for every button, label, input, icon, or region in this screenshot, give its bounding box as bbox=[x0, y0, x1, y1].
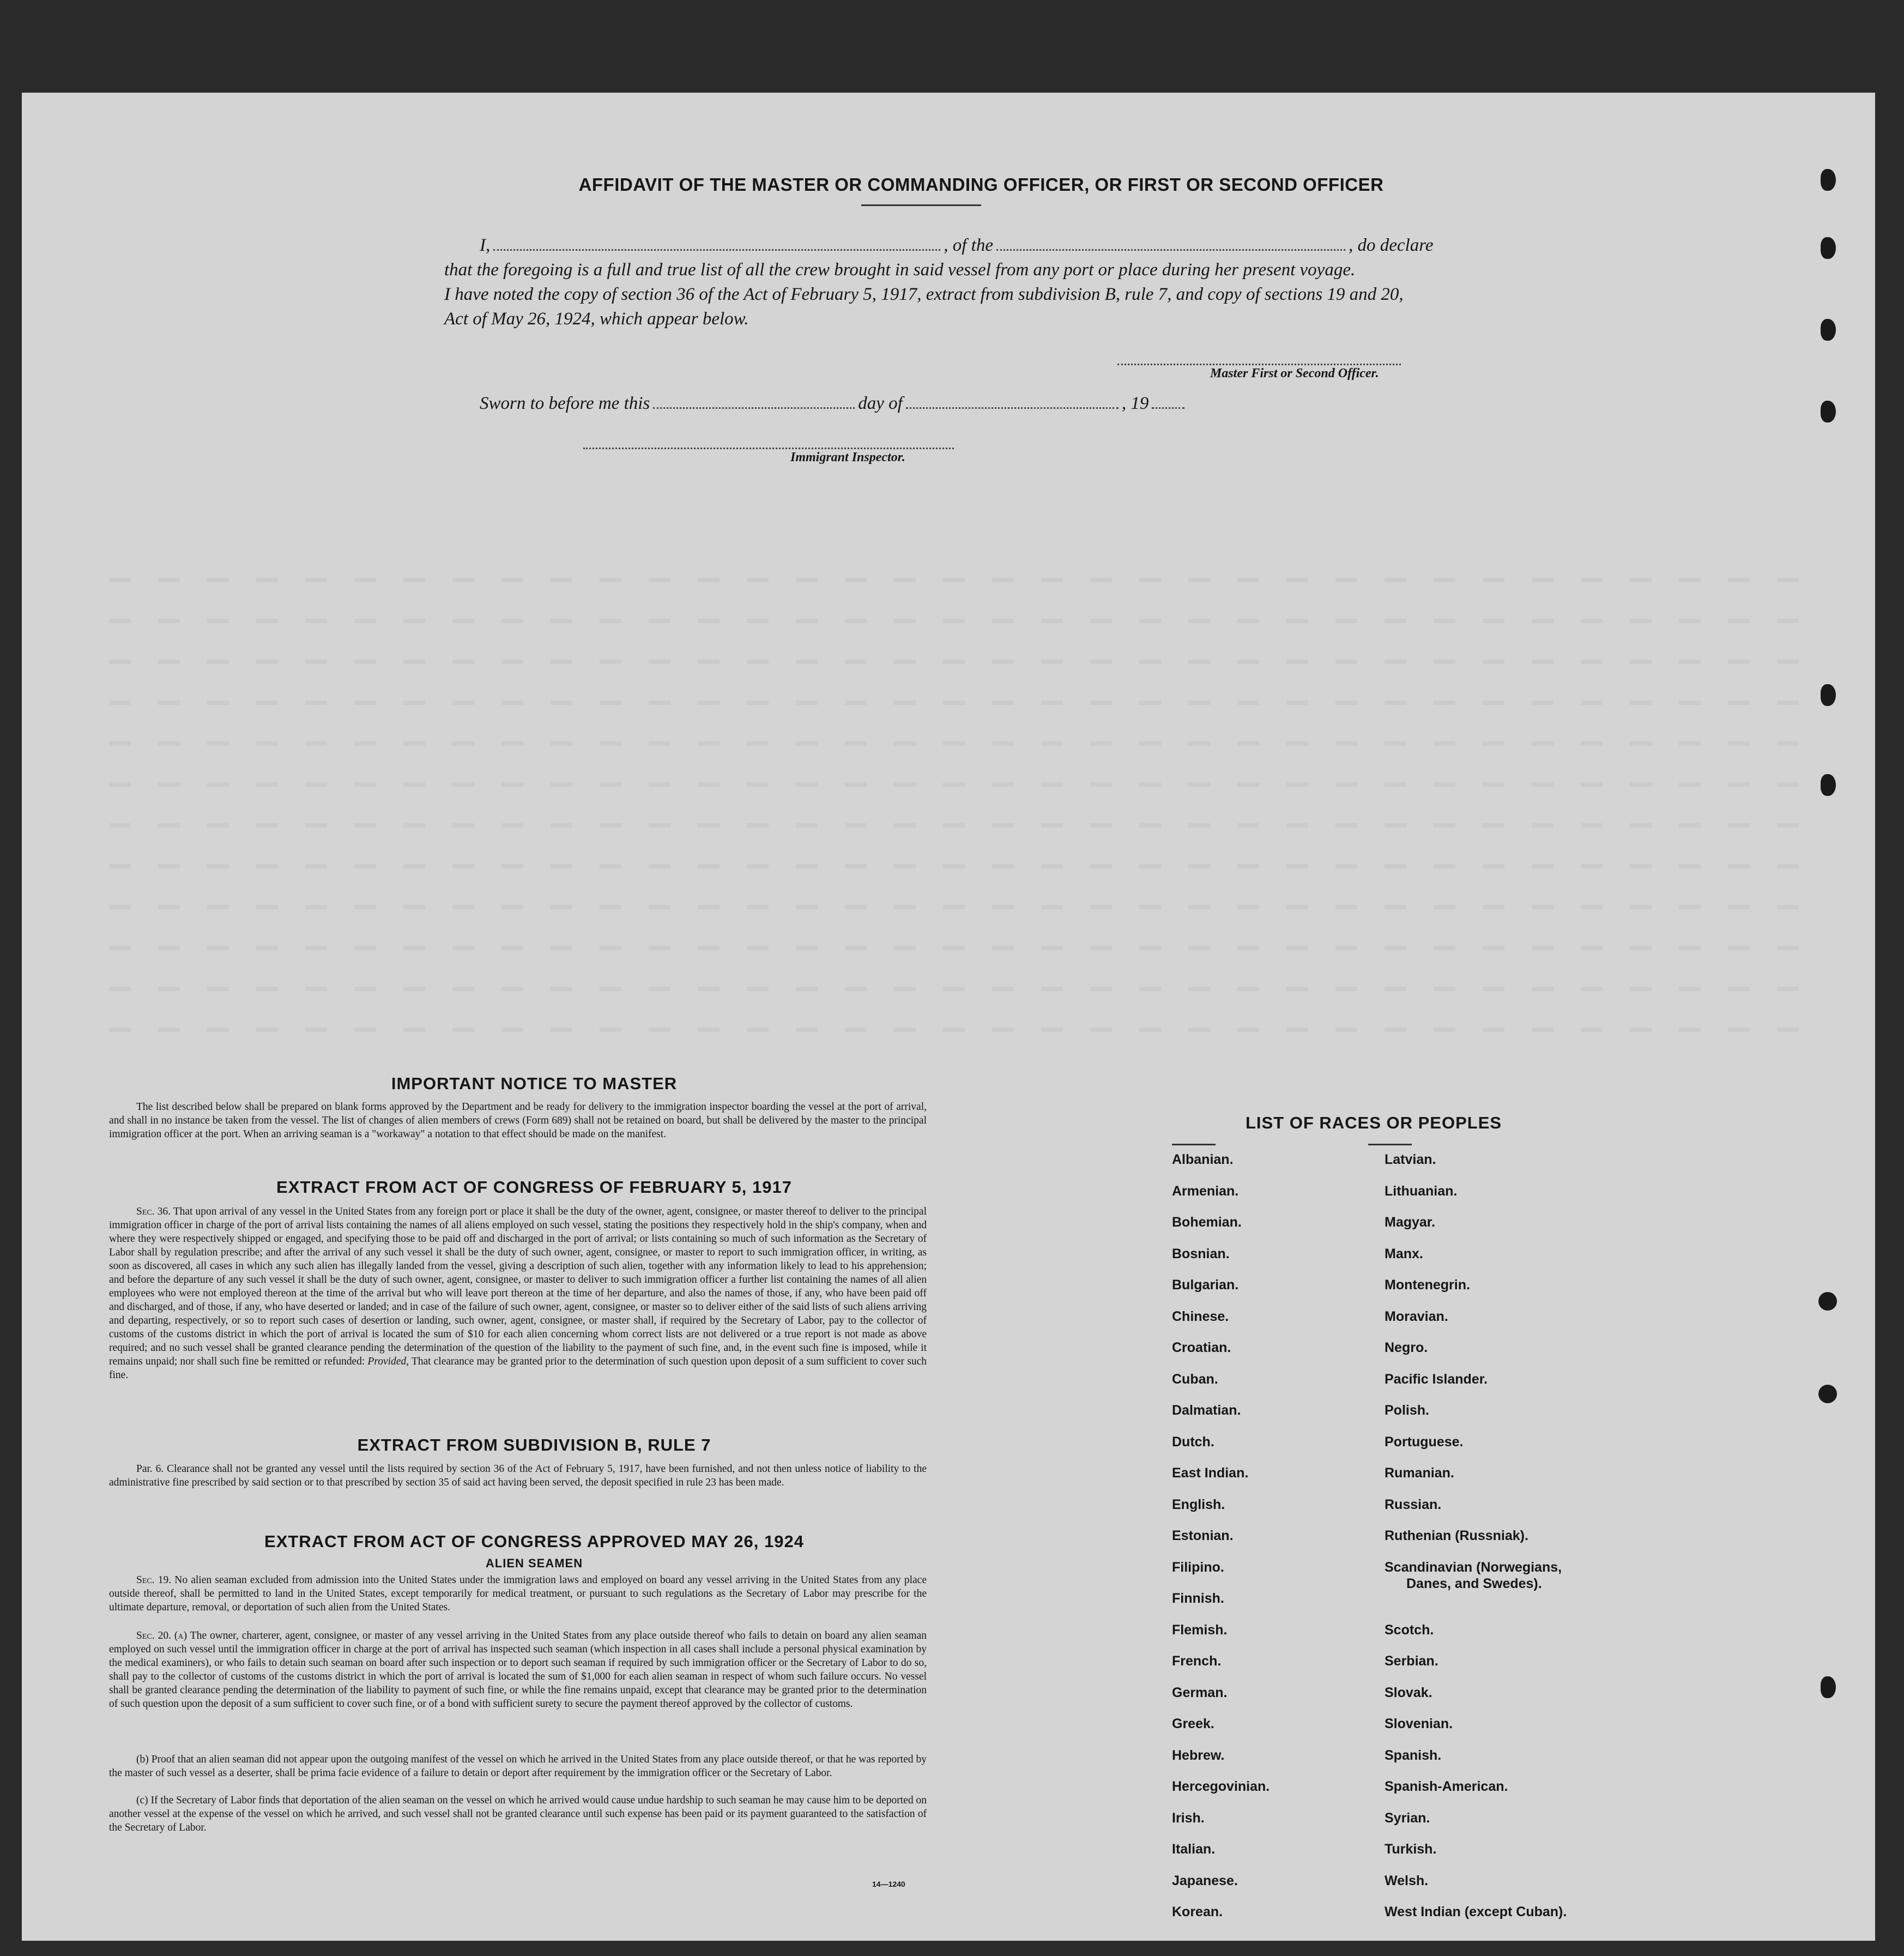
bleed-through-row bbox=[109, 619, 1810, 623]
race-item: Rumanian. bbox=[1385, 1465, 1454, 1481]
race-item: English. bbox=[1172, 1496, 1225, 1512]
race-item: Montenegrin. bbox=[1385, 1277, 1470, 1293]
race-item-continuation: Danes, and Swedes). bbox=[1406, 1576, 1542, 1591]
punch-hole bbox=[1821, 401, 1836, 422]
bleed-through-row bbox=[109, 864, 1810, 868]
race-item: Serbian. bbox=[1385, 1653, 1438, 1669]
sworn-year: , 19 bbox=[1121, 394, 1149, 413]
title-rule bbox=[861, 204, 981, 206]
race-item: Pacific Islander. bbox=[1385, 1371, 1488, 1387]
race-item: Italian. bbox=[1172, 1842, 1216, 1857]
name-blank bbox=[493, 249, 940, 251]
inspector-signature-line bbox=[583, 448, 954, 449]
declaration-of-the: , of the bbox=[944, 236, 993, 255]
race-item: Korean. bbox=[1172, 1904, 1223, 1919]
section-body: The owner, charterer, agent, consignee, or master of any vessel arriving in the United States from any place outside thereof who fails to detain on board any alien seaman employed on such vessel until the immigration officer in charge at the port of arrival has inspected such seaman (which inspection in all cases shall include a personal physical examination by the medical examiners), or who fails to detain such seaman on board after such inspection or to deport such seaman if required by such immigration officer or the Secretary of Labor to do so, shall pay to the collector of customs of the customs district in which the port of arrival is located the sum of $1,000 for each alien seaman in respect of whom such failure occurs. No vessel shall be granted clearance pending the determination of the liability to payment of such fine, or while the fine remains unpaid, except that clearance may be granted prior to the determination of such question upon the deposit of a sum sufficient to cover such fine, or of a bond with sufficient surety to secure the payment thereof approved by the collector of customs. bbox=[109, 1630, 927, 1710]
bleed-through-row bbox=[109, 823, 1810, 828]
race-item: Turkish. bbox=[1385, 1842, 1437, 1857]
declaration-declare: , do declare bbox=[1348, 236, 1434, 255]
race-item: Estonian. bbox=[1172, 1528, 1234, 1543]
race-item: French. bbox=[1172, 1653, 1222, 1669]
bleed-through-row bbox=[109, 987, 1810, 991]
affidavit-text-line: Act of May 26, 1924, which appear below. bbox=[444, 309, 749, 329]
race-item: Scandinavian (Norwegians, bbox=[1385, 1559, 1562, 1575]
rule7-heading: EXTRACT FROM SUBDIVISION B, RULE 7 bbox=[357, 1435, 711, 1454]
race-item: Bohemian. bbox=[1172, 1215, 1242, 1230]
bleed-through-row bbox=[109, 782, 1810, 787]
race-item: Ruthenian (Russniak). bbox=[1385, 1528, 1528, 1543]
form-number: 14—1240 bbox=[872, 1880, 905, 1888]
race-item: Spanish-American. bbox=[1385, 1779, 1508, 1794]
affidavit-title: AFFIDAVIT OF THE MASTER OR COMMANDING OFFICER, OR FIRST OR SECOND OFFICER bbox=[578, 174, 1384, 195]
race-item: Russian. bbox=[1385, 1496, 1442, 1512]
race-item: Albanian. bbox=[1172, 1152, 1234, 1167]
extract-1924-heading: EXTRACT FROM ACT OF CONGRESS APPROVED MAY 26, 1924 bbox=[264, 1532, 804, 1551]
race-item: Slovenian. bbox=[1385, 1716, 1453, 1731]
bleed-through-row bbox=[109, 701, 1810, 705]
race-item: Moravian. bbox=[1385, 1308, 1448, 1324]
month-blank bbox=[906, 407, 1119, 409]
sworn-prefix: Sworn to before me this bbox=[480, 394, 650, 413]
section-20c-text: (c) If the Secretary of Labor finds that deportation of the alien seaman on the vessel on which he arrived would cause undue hardship to such seaman he may cause him to be deported on another vessel at the expense of the vessel on which he arrived, and such vessel shall not be granted clearance until such expense has been paid or its payment guaranteed to the satisfaction of the Secretary of Labor. bbox=[109, 1795, 927, 1833]
races-rule bbox=[1368, 1144, 1412, 1145]
race-item: Scotch. bbox=[1385, 1622, 1434, 1638]
race-item: Portuguese. bbox=[1385, 1434, 1464, 1450]
race-item: Negro. bbox=[1385, 1340, 1428, 1355]
master-signature-line bbox=[1117, 364, 1401, 365]
inspector-signature-label: Immigrant Inspector. bbox=[790, 450, 905, 464]
sworn-line bbox=[480, 394, 1188, 414]
extract-1917-text bbox=[109, 1205, 927, 1382]
race-item: Bulgarian. bbox=[1172, 1277, 1239, 1293]
vessel-blank bbox=[996, 249, 1345, 251]
race-item: West Indian (except Cuban). bbox=[1385, 1904, 1567, 1919]
race-item: Bosnian. bbox=[1172, 1246, 1230, 1261]
punch-hole bbox=[1821, 319, 1836, 341]
bleed-through-row bbox=[109, 660, 1810, 664]
year-blank bbox=[1152, 407, 1184, 409]
race-item: Flemish. bbox=[1172, 1622, 1228, 1638]
extract-1917-heading: EXTRACT FROM ACT OF CONGRESS OF FEBRUARY 5, 1917 bbox=[276, 1178, 792, 1197]
race-item: Manx. bbox=[1385, 1246, 1423, 1261]
race-item: Cuban. bbox=[1172, 1371, 1218, 1387]
race-item: Irish. bbox=[1172, 1810, 1205, 1826]
race-item: Spanish. bbox=[1385, 1747, 1442, 1763]
affidavit-text-line: I have noted the copy of section 36 of the Act of February 5, 1917, extract from subdivision B, rule 7, and copy of sections 19 and 20, bbox=[444, 285, 1404, 304]
punch-hole bbox=[1821, 237, 1836, 259]
master-signature-label: Master First or Second Officer. bbox=[1210, 366, 1379, 381]
race-item: Dalmatian. bbox=[1172, 1403, 1241, 1418]
race-item: Japanese. bbox=[1172, 1873, 1238, 1888]
punch-hole bbox=[1821, 1676, 1836, 1698]
affidavit-text-line: that the foregoing is a full and true list of all the crew brought in said vessel from any port or place during her present voyage. bbox=[444, 260, 1356, 280]
race-item: Lithuanian. bbox=[1385, 1183, 1458, 1199]
bleed-through-row bbox=[109, 905, 1810, 909]
document-page bbox=[22, 93, 1875, 1941]
section-body: No alien seaman excluded from admission into the United States under the immigration laws and employed on board any vessel arriving in the United States from any place outside thereof, shall be permitted to land in the United States, except temporarily for medical treatment, or pursuant to such regulations as the Secretary of Labor may prescribe for the ultimate departure, removal, or deportation of such alien from the United States. bbox=[109, 1574, 927, 1613]
races-rule bbox=[1172, 1144, 1216, 1145]
declaration-i: I, bbox=[480, 236, 491, 255]
race-item: Dutch. bbox=[1172, 1434, 1214, 1450]
affidavit-declaration-line bbox=[480, 236, 1433, 256]
section-19-text bbox=[109, 1573, 927, 1614]
proviso-word: Provided, bbox=[367, 1356, 409, 1367]
race-item: Hercegovinian. bbox=[1172, 1779, 1270, 1794]
race-item: Croatian. bbox=[1172, 1340, 1231, 1355]
races-heading: LIST OF RACES OR PEOPLES bbox=[1245, 1113, 1502, 1132]
race-item: Welsh. bbox=[1385, 1873, 1429, 1888]
punch-hole bbox=[1821, 169, 1836, 191]
bleed-through-row bbox=[109, 946, 1810, 950]
race-item: Syrian. bbox=[1385, 1810, 1430, 1826]
race-item: Polish. bbox=[1385, 1403, 1429, 1418]
notice-heading: IMPORTANT NOTICE TO MASTER bbox=[391, 1074, 678, 1093]
race-item: German. bbox=[1172, 1685, 1228, 1700]
punch-hole bbox=[1818, 1385, 1837, 1403]
section-20b-text: (b) Proof that an alien seaman did not appear upon the outgoing manifest of the vessel on which he arrived in the United States from any place outside thereof, or that he was reported by the master of such vessel as a deserter, shall be prima facie evidence of a failure to detain or deport after requirement by the immigration officer or the Secretary of Labor. bbox=[109, 1754, 927, 1779]
race-item: Filipino. bbox=[1172, 1559, 1224, 1575]
race-item: Latvian. bbox=[1385, 1152, 1436, 1167]
race-item: Hebrew. bbox=[1172, 1747, 1225, 1763]
race-item: Slovak. bbox=[1385, 1685, 1432, 1700]
race-item: East Indian. bbox=[1172, 1465, 1249, 1481]
proviso-text: That clearance may be granted prior to the determination of such question upon deposit of a sum sufficient to cover such fine. bbox=[109, 1356, 927, 1381]
alien-seamen-subheading: ALIEN SEAMEN bbox=[485, 1556, 583, 1570]
punch-hole bbox=[1821, 774, 1836, 796]
rule7-text: Par. 6. Clearance shall not be granted any vessel until the lists required by section 36 of the Act of February 5, 1917, have been furnished, and not then unless notice of liability to the administrative fine prescribed by said section or to that prescribed by section 35 of said act having been served, the deposit specified in rule 23 has been made. bbox=[109, 1463, 927, 1488]
section-body: That upon arrival of any vessel in the United States from any foreign port or place it shall be the duty of the owner, agent, consignee, or master thereof to deliver to the principal immigration officer in charge of the port of arrival lists containing the names of all aliens employed on such vessel, stating the positions they respectively hold in the ship's company, when and where they were respectively shipped or engaged, and specifying those to be paid off and discharged in the port of arrival; or lists containing so much of such information as the Secretary of Labor shall by regulation prescribe; and after the arrival of any such vessel it shall be the duty of such owner, agent, consignee, or master to report to such immigration officer, in writing, as soon as discovered, all cases in which any such alien has illegally landed from the vessel, giving a description of such alien, together with any information likely to lead to his apprehension; and before the departure of any such vessel it shall be the duty of such owner, agent, consignee, or master to deliver to such immigration officer a further list containing the names of all alien employees who were not employed thereon at the time of the arrival but who will leave port thereon at the time of her departure, and also the names of those, if any, who have been paid off and discharged, and of those, if any, who have deserted or landed; and in case of the failure of such owner, agent, consignee, or master so to deliver either of the said lists of such aliens arriving and departing, respectively, or so to report such cases of desertion or landing, such owner, agent, consignee, or master shall, if required by the Secretary of Labor, pay to the collector of customs of the customs district in which the port of arrival is located the sum of $10 for each alien concerning whom correct lists are not delivered or a true report is not made as above required; and no such vessel shall be granted clearance pending the determination of the question of the liability to the payment of such fine, and, in the event such fine is imposed, while it remains unpaid; nor shall such fine be remitted or refunded: bbox=[109, 1206, 927, 1367]
race-item: Magyar. bbox=[1385, 1215, 1436, 1230]
section-label: Sec. 36. bbox=[136, 1206, 171, 1217]
section-20a-text bbox=[109, 1629, 927, 1711]
punch-hole bbox=[1818, 1292, 1837, 1311]
bleed-through-row bbox=[109, 1028, 1810, 1032]
day-blank bbox=[653, 407, 855, 409]
bleed-through-row bbox=[109, 578, 1810, 582]
race-item: Greek. bbox=[1172, 1716, 1214, 1731]
race-item: Chinese. bbox=[1172, 1308, 1229, 1324]
punch-hole bbox=[1821, 684, 1836, 706]
section-label: Sec. 19. bbox=[136, 1574, 172, 1586]
race-item: Finnish. bbox=[1172, 1591, 1224, 1606]
sworn-day-of: day of bbox=[858, 394, 903, 413]
bleed-through-row bbox=[109, 741, 1810, 746]
section-label: Sec. 20. (a) bbox=[136, 1630, 188, 1641]
race-item: Armenian. bbox=[1172, 1183, 1239, 1199]
notice-text: The list described below shall be prepared on blank forms approved by the Department and be ready for delivery to the immigration inspector boarding the vessel at the port of arrival, and shall in no instance be taken from the vessel. The list of changes of alien members of crews (Form 689) shall not be retained on board, but shall be delivered by the master to the principal immigration officer at the port. When an arriving seaman is a "workaway" a notation to that effect should be made on the manifest. bbox=[109, 1101, 927, 1140]
